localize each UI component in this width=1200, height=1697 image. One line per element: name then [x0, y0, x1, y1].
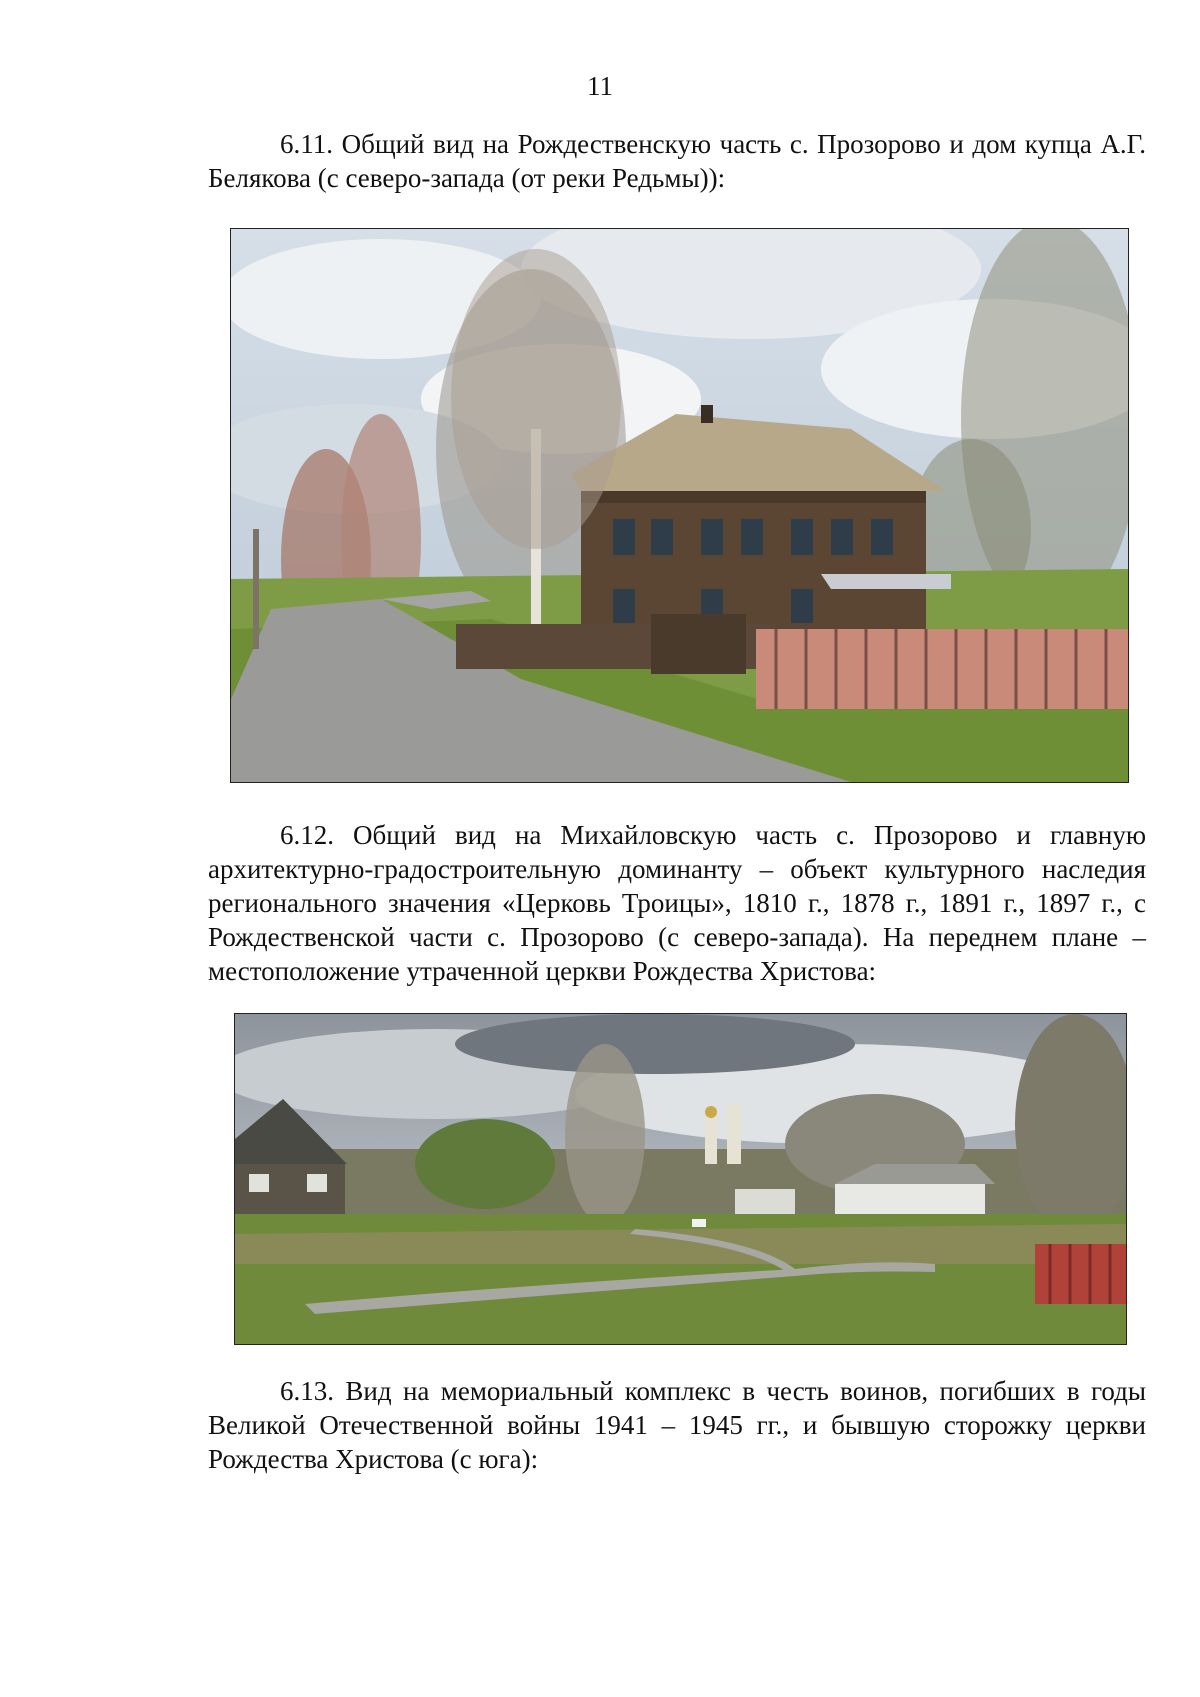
caption-6-12 — [208, 818, 1146, 988]
caption-6-11 — [208, 127, 1146, 195]
caption-6-13-text: 6.13. Вид на мемориальный комплекс в честь воинов, погибших в годы Великой Отечественной войны 1941 – 1945 гг., и бывшую сторожку церкви Рождества Христова (с юга): — [208, 1376, 1146, 1474]
photo-trinity-church-view — [234, 1013, 1127, 1345]
photo-merchant-house-illustration — [231, 229, 1128, 782]
caption-6-11-text: 6.11. Общий вид на Рождественскую часть с. Прозорово и дом купца А.Г. Белякова (с северо-запада (от реки Редьмы)): — [208, 129, 1146, 193]
page-number: 11 — [587, 71, 613, 101]
caption-6-13 — [208, 1374, 1146, 1476]
caption-6-12-text: 6.12. Общий вид на Михайловскую часть с. Прозорово и главную архитектурно-градостроительную доминанту – объект культурного наследия регионального значения «Церковь Троицы», 1810 г., 1878 г., 1891 г., 1897 г., с Рождественской части с. Прозорово (с северо-запада). На переднем плане – местоположение утраченной церкви Рождества Христова: — [208, 820, 1146, 986]
photo-trinity-church-view-illustration — [235, 1014, 1126, 1344]
photo-merchant-house — [230, 228, 1129, 783]
